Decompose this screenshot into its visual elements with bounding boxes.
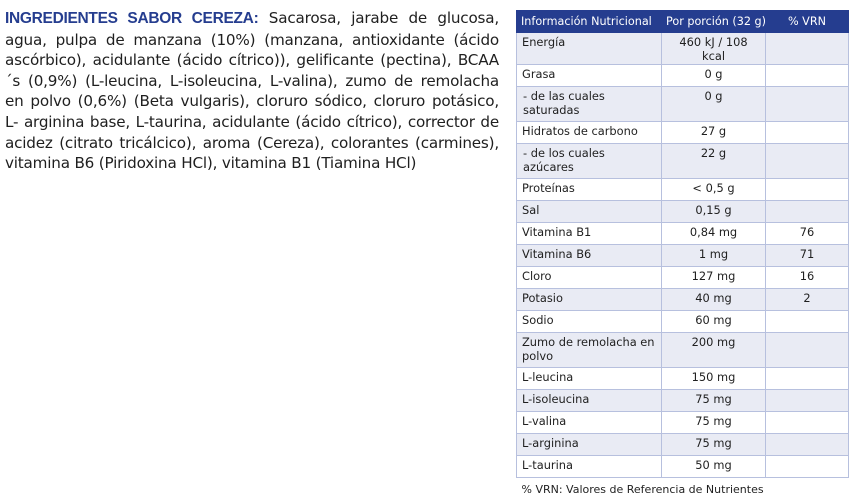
- nutrition-table: [516, 10, 849, 500]
- nutrient-value: 0,84 mg: [662, 223, 766, 245]
- nutrient-vrn: [766, 456, 849, 478]
- nutrient-value: 150 mg: [662, 368, 766, 390]
- nutrient-vrn: 16: [766, 267, 849, 289]
- nutrient-value: 200 mg: [662, 333, 766, 368]
- nutrient-vrn: [766, 144, 849, 179]
- nutrient-name: Vitamina B6: [517, 245, 662, 267]
- nutrient-value: 60 mg: [662, 311, 766, 333]
- nutrient-value: 0,15 g: [662, 201, 766, 223]
- ingredients-heading: INGREDIENTES SABOR CEREZA:: [5, 10, 259, 27]
- nutrient-value: 75 mg: [662, 412, 766, 434]
- ingredients-text: Sacarosa, jarabe de glucosa, agua, pulpa de manzana (10%) (manzana, antioxidante (ácido ascórbico), acidulante (ácido cítrico)), gelificante (pectina), BCAA´s (0,9%) (L-leucina, L-isoleucina, L-valina), zumo de remolacha en polvo (0,6%) (Beta vulgaris), cloruro sódico, cloruro potásico, L- arginina base, L-taurina, acidulante (ácido cítrico), corrector de acidez (citrato tricálcico), aroma (Cereza), colorantes (carmines), vitamina B6 (Piridoxina HCl), vitamina B1 (Tiamina HCl): [5, 9, 499, 173]
- nutrition-table-header: [517, 11, 849, 33]
- table-row: [517, 122, 849, 144]
- nutrient-value: 460 kJ / 108 kcal: [662, 33, 766, 65]
- nutrient-name: Zumo de remolacha en polvo: [517, 333, 662, 368]
- nutrient-vrn: [766, 390, 849, 412]
- nutrient-value: < 0,5 g: [662, 179, 766, 201]
- nutrient-name: Grasa: [517, 65, 662, 87]
- nutrient-vrn: [766, 434, 849, 456]
- table-footnote-row: [517, 478, 849, 501]
- nutrient-name: Sodio: [517, 311, 662, 333]
- table-row: [517, 289, 849, 311]
- nutrient-vrn: [766, 87, 849, 122]
- table-row: [517, 456, 849, 478]
- nutrient-value: 40 mg: [662, 289, 766, 311]
- table-row: [517, 179, 849, 201]
- table-row: [517, 434, 849, 456]
- nutrient-vrn: [766, 179, 849, 201]
- table-row: [517, 311, 849, 333]
- nutrient-vrn: [766, 333, 849, 368]
- table-row: [517, 390, 849, 412]
- nutrient-vrn: 71: [766, 245, 849, 267]
- table-row: [517, 267, 849, 289]
- nutrient-vrn: 76: [766, 223, 849, 245]
- nutrient-vrn: [766, 311, 849, 333]
- nutrient-name: - de los cuales azúcares: [517, 144, 662, 179]
- nutrient-value: 27 g: [662, 122, 766, 144]
- nutrient-value: 127 mg: [662, 267, 766, 289]
- nutrient-vrn: [766, 201, 849, 223]
- nutrient-name: L-taurina: [517, 456, 662, 478]
- nutrient-name: L-arginina: [517, 434, 662, 456]
- nutrient-vrn: [766, 368, 849, 390]
- table-row: [517, 33, 849, 65]
- table-row: [517, 368, 849, 390]
- table-row: [517, 144, 849, 179]
- nutrient-name: Energía: [517, 33, 662, 65]
- nutrient-vrn: [766, 122, 849, 144]
- nutrient-name: Vitamina B1: [517, 223, 662, 245]
- nutrient-name: L-leucina: [517, 368, 662, 390]
- nutrient-name: - de las cuales saturadas: [517, 87, 662, 122]
- nutrient-vrn: [766, 33, 849, 65]
- table-row: [517, 87, 849, 122]
- nutrient-value: 0 g: [662, 65, 766, 87]
- table-row: [517, 65, 849, 87]
- nutrient-vrn: [766, 412, 849, 434]
- table-row: [517, 412, 849, 434]
- nutrient-value: 50 mg: [662, 456, 766, 478]
- nutrient-value: 75 mg: [662, 390, 766, 412]
- table-row: [517, 223, 849, 245]
- vrn-footnote: % VRN: Valores de Referencia de Nutrientes: [517, 478, 849, 501]
- table-row: [517, 245, 849, 267]
- nutrient-value: 0 g: [662, 87, 766, 122]
- nutrient-value: 22 g: [662, 144, 766, 179]
- nutrient-value: 75 mg: [662, 434, 766, 456]
- header-nutrition-info: Información Nutricional: [517, 11, 662, 33]
- nutrient-name: Proteínas: [517, 179, 662, 201]
- nutrient-vrn: [766, 65, 849, 87]
- nutrient-name: Hidratos de carbono: [517, 122, 662, 144]
- nutrient-vrn: 2: [766, 289, 849, 311]
- header-per-serving: Por porción (32 g): [662, 11, 766, 33]
- nutrient-name: Sal: [517, 201, 662, 223]
- nutrient-name: L-valina: [517, 412, 662, 434]
- table-row: [517, 201, 849, 223]
- header-vrn: % VRN: [766, 11, 849, 33]
- nutrient-value: 1 mg: [662, 245, 766, 267]
- nutrient-name: Potasio: [517, 289, 662, 311]
- nutrient-name: Cloro: [517, 267, 662, 289]
- table-row: [517, 333, 849, 368]
- ingredients-paragraph: [5, 8, 499, 174]
- nutrient-name: L-isoleucina: [517, 390, 662, 412]
